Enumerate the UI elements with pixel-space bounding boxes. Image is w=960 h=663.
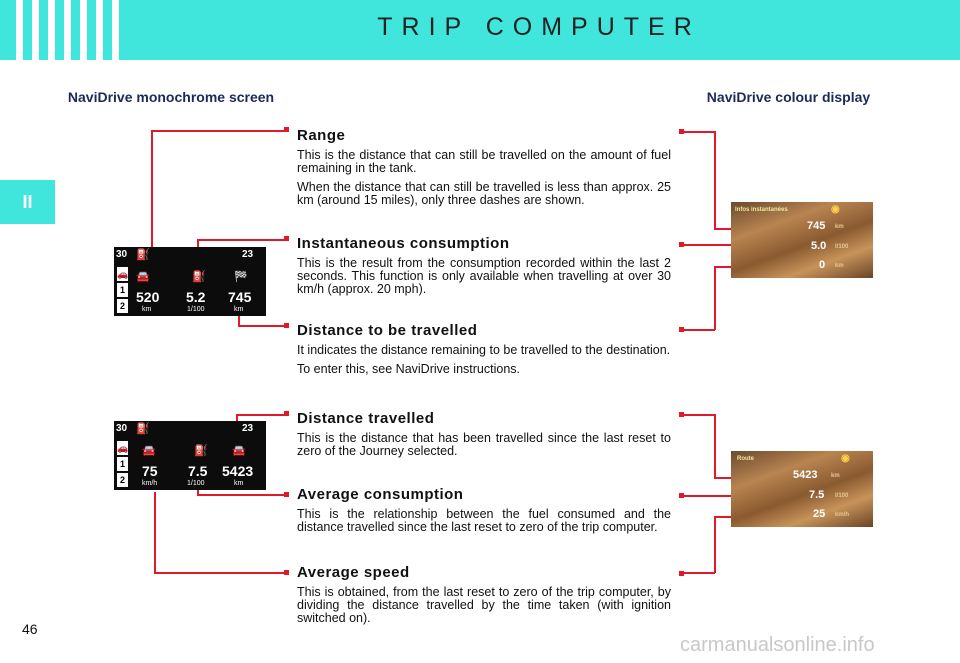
section-average-consumption [297, 486, 671, 540]
unit-label: km [234, 480, 244, 487]
car-icon: 🚗 [117, 443, 129, 453]
unit-label: km [142, 306, 152, 313]
leader-line [714, 414, 716, 478]
car-icon: 🚗 [117, 269, 129, 279]
leader-line [714, 228, 731, 230]
chapter-tab: II [0, 180, 55, 224]
leader-line [684, 495, 731, 497]
unit-label: km/h [142, 480, 158, 487]
colour-screen-title: Infos instantanées [735, 207, 788, 213]
leader-line [151, 130, 284, 132]
chequered-flag-icon: 🏁 [234, 271, 248, 283]
unit-label: l/100 [835, 244, 849, 250]
leader-bullet [284, 323, 289, 328]
car-distance-icon: 🚘 [232, 445, 246, 457]
unit-label: km [234, 306, 244, 313]
section-range [297, 127, 671, 213]
leader-bullet [284, 127, 289, 132]
distance-travelled-value: 5423 [222, 463, 254, 479]
unit-label: km/h [835, 512, 850, 518]
fuel-pump-icon: ⛽ [194, 445, 208, 457]
unit-label: 1/100 [187, 306, 205, 313]
leader-line [197, 494, 284, 496]
leader-bullet [284, 570, 289, 575]
range-value: 520 [136, 289, 160, 305]
leader-line [684, 244, 731, 246]
leader-line [197, 239, 284, 241]
unit-label: 1/100 [187, 480, 205, 487]
average-consumption-value: 7.5 [809, 489, 825, 501]
leader-line [714, 266, 731, 268]
mono-screen-journey [114, 421, 266, 490]
page-number: 46 [22, 621, 38, 637]
lcd-top-left: 30 [116, 249, 128, 260]
fuel-pump-icon: ⛽ [192, 271, 206, 283]
header-stripe [64, 0, 71, 60]
leader-line [714, 266, 716, 330]
colour-column-heading: NaviDrive colour display [706, 89, 871, 105]
section-text: This is obtained, from the last reset to zero of the trip computer, by dividing the distance travelled by the time taken (with ignition switched on). [297, 585, 671, 625]
fuel-gauge-icon: ◉ [841, 453, 850, 464]
leader-line [684, 414, 715, 416]
section-average-speed [297, 564, 671, 631]
leader-bullet [284, 236, 289, 241]
section-text: This is the result from the consumption recorded within the last 2 seconds. This function is only available when travelling at over 30 km/h (approx. 20 mph). [297, 256, 671, 296]
section-title: Instantaneous consumption [297, 235, 510, 252]
section-title: Average speed [297, 564, 410, 581]
leader-line [154, 492, 156, 573]
unit-label: km [835, 263, 844, 269]
header-stripe [16, 0, 23, 60]
section-distance-to-travel [297, 322, 671, 382]
instant-consumption-value: 5.0 [811, 240, 827, 252]
section-text: This is the distance that can still be travelled on the amount of fuel remaining in the tank. [297, 148, 671, 175]
section-title: Average consumption [297, 486, 464, 503]
page-header [0, 0, 960, 60]
average-consumption-value: 7.5 [188, 463, 208, 479]
header-stripe [32, 0, 39, 60]
instant-consumption-value: 5.2 [186, 289, 206, 305]
section-text: This is the distance that has been travelled since the last reset to zero of the Journey selected. [297, 431, 671, 458]
header-stripe [96, 0, 103, 60]
fuel-gauge-icon: ◉ [831, 204, 840, 215]
mono-screen-range [114, 247, 266, 316]
lcd-top-left: 30 [116, 423, 128, 434]
unit-label: km [831, 473, 840, 479]
leader-line [684, 329, 715, 331]
journey-2-label: 2 [117, 473, 128, 487]
average-speed-value: 75 [142, 463, 158, 479]
leader-line [684, 572, 715, 574]
page-title: TRIP COMPUTER [377, 13, 701, 41]
leader-line [238, 325, 284, 327]
section-text: It indicates the distance remaining to be travelled to the destination. [297, 343, 671, 357]
mono-column-heading: NaviDrive monochrome screen [67, 89, 275, 105]
section-title: Distance to be travelled [297, 322, 478, 339]
distance-to-travel-value: 745 [228, 289, 252, 305]
lcd-top-right: 23 [242, 249, 254, 260]
section-title: Distance travelled [297, 410, 435, 427]
leader-line [684, 131, 715, 133]
section-text: To enter this, see NaviDrive instructions. [297, 362, 521, 376]
section-text: When the distance that can still be travelled is less than approx. 25 km (around 15 miles), only three dashes are shown. [297, 180, 671, 207]
fuel-pump-icon: ⛽ [136, 423, 150, 435]
header-stripe [80, 0, 87, 60]
fuel-pump-icon: ⛽ [136, 249, 150, 261]
car-speed-icon: 🚘 [142, 445, 156, 457]
leader-bullet [284, 411, 289, 416]
section-instantaneous-consumption [297, 235, 671, 302]
section-distance-travelled [297, 410, 671, 464]
header-stripe [48, 0, 55, 60]
section-text: This is the relationship between the fuel consumed and the distance travelled since the last reset to zero of the trip computer. [297, 507, 671, 534]
leader-line [714, 477, 731, 479]
journey-1-label: 1 [117, 283, 128, 297]
unit-label: km [835, 224, 844, 230]
journey-2-label: 2 [117, 299, 128, 313]
leader-line [154, 572, 284, 574]
leader-line [714, 516, 716, 573]
leader-bullet [284, 492, 289, 497]
section-title: Range [297, 127, 346, 144]
lcd-top-right: 23 [242, 423, 254, 434]
distance-to-travel-value: 0 [819, 259, 826, 271]
colour-screen-journey [731, 451, 873, 527]
range-value: 745 [807, 220, 826, 232]
leader-line [714, 131, 716, 229]
watermark: carmanualsonline.info [680, 634, 875, 656]
journey-1-label: 1 [117, 457, 128, 471]
average-speed-value: 25 [813, 508, 826, 520]
leader-line [236, 414, 284, 416]
colour-screen-range [731, 202, 873, 278]
range-icon: 🚘 [136, 271, 150, 283]
distance-travelled-value: 5423 [793, 469, 818, 481]
unit-label: l/100 [835, 493, 849, 499]
colour-screen-title: Route [737, 456, 754, 462]
leader-line [714, 516, 731, 518]
